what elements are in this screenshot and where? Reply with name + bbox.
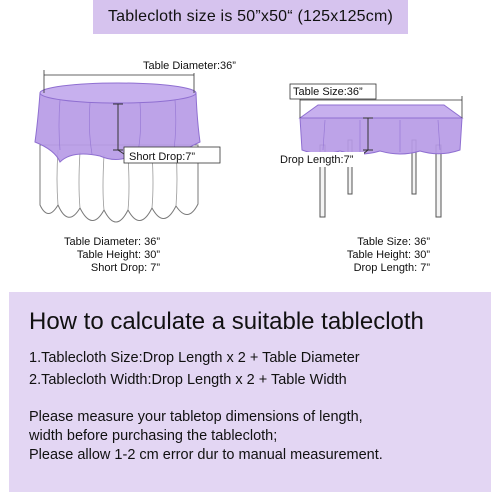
square-table-illustration [278,84,462,217]
note-line: Please allow 1-2 cm error dur to manual measurement. [29,447,383,463]
title-banner [93,0,408,34]
spec-table-size: Table Size: 36” [357,236,430,248]
spec-diameter: Table Diameter: 36” [64,236,160,248]
round-table-illustration [35,58,250,222]
table-size-label: Table Size:36” [293,86,363,98]
note-line: width before purchasing the tablecloth; [29,428,278,444]
spec-short-drop: Short Drop: 7” [90,262,160,274]
square-table-specs [326,236,430,275]
note-line: Please measure your tabletop dimensions of length, [29,409,363,425]
formula-width: 2.Tablecloth Width:Drop Length x 2 + Table Width [29,372,347,388]
formula-size: 1.Tablecloth Size:Drop Length x 2 + Table Diameter [29,350,360,366]
measurement-note [29,408,383,465]
page-title: Tablecloth size is 50”x50“ (125x125cm) [107,8,394,25]
drop-length-label: Drop Length:7” [280,154,354,166]
diameter-label: Table Diameter:36” [143,60,236,72]
calculation-heading: How to calculate a suitable tablecloth [29,308,424,335]
calculation-panel [9,292,491,492]
short-drop-label: Short Drop:7” [129,151,196,163]
spec-table-height: Table Height: 30” [346,249,430,261]
spec-height: Table Height: 30” [76,249,160,261]
spec-drop-length: Drop Length: 7” [353,262,430,274]
round-table-specs [50,236,160,275]
